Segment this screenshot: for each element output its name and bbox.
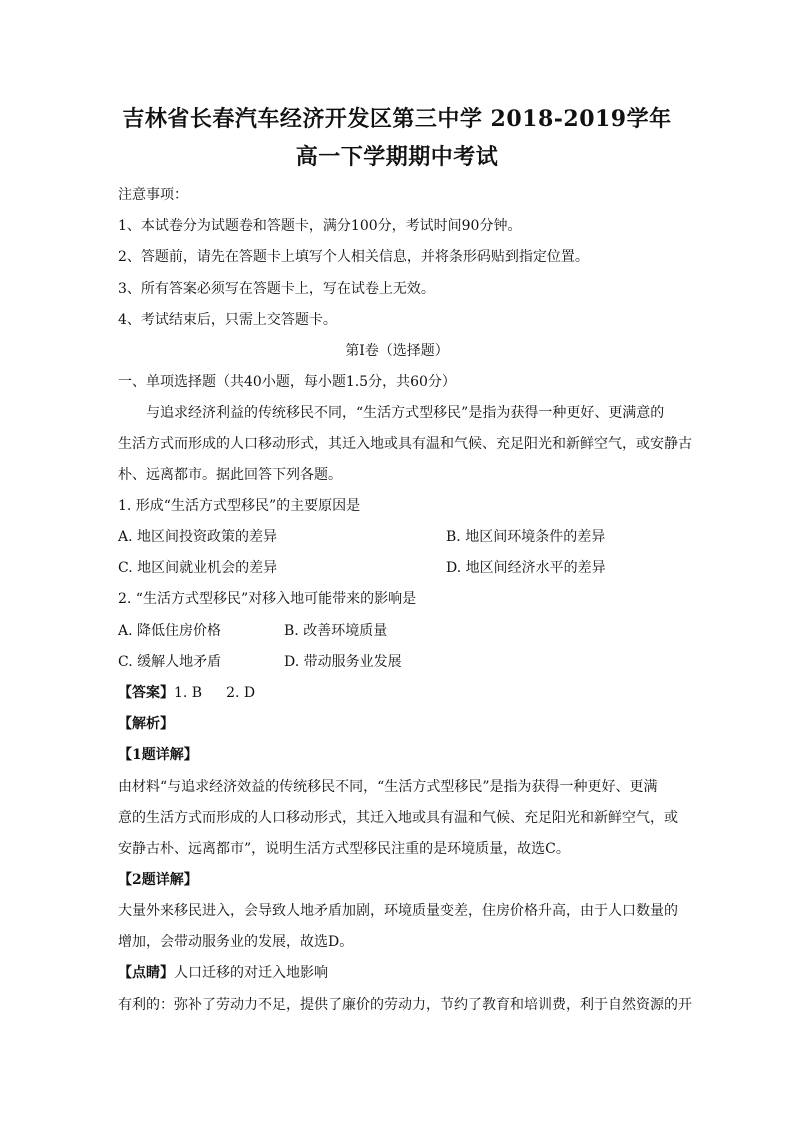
answer-line <box>118 686 676 700</box>
detail-1-line-1: 由材料“与追求经济效益的传统移民不同，“生活方式型移民”是指为获得一种更好、更满 <box>118 779 658 795</box>
key-point-line <box>118 966 676 980</box>
notice-item-2: 2、答题前，请先在答题卡上填写个人相关信息，并将条形码贴到指定位置。 <box>118 249 589 265</box>
question-2-option-c: C. 缓解人地矛盾 <box>118 654 222 670</box>
detail-2-line-1: 大量外来移民进入，会导致人地矛盾加剧，环境质量变差，住房价格升高，由于人口数量的 <box>118 903 678 919</box>
question-1-option-c: C. 地区间就业机会的差异 <box>118 560 278 576</box>
answer-2: 2. D <box>226 685 256 701</box>
title-line-2: 高一下学期期中考试 <box>295 144 499 170</box>
question-2-option-b: B. 改善环境质量 <box>284 623 388 639</box>
detail-1-label: 【1题详解】 <box>118 747 198 763</box>
section-part-heading: 一、单项选择题（共40小题，每小题1.5分，共60分） <box>118 374 456 390</box>
material-line-1: 与追求经济利益的传统移民不同，“生活方式型移民”是指为获得一种更好、更满意的 <box>146 405 665 421</box>
question-1-stem: 1. 形成“生活方式型移民”的主要原因是 <box>118 498 361 514</box>
question-2-option-d: D. 带动服务业发展 <box>284 654 402 670</box>
question-2-option-a: A. 降低住房价格 <box>118 623 222 639</box>
detail-1-line-2: 意的生活方式而形成的人口移动形式，其迁入地或具有温和气候、充足阳光和新鲜空气，或 <box>118 810 678 826</box>
key-point-text: 人口迁移的对迁入地影响 <box>174 965 328 981</box>
answer-label: 【答案】 <box>118 685 174 701</box>
impact-line: 有利的：弥补了劳动力不足，提供了廉价的劳动力，节约了教育和培训费，利于自然资源的开 <box>118 997 692 1013</box>
notice-item-3: 3、所有答案必须写在答题卡上，写在试卷上无效。 <box>118 281 435 297</box>
question-2-stem: 2. “生活方式型移民”对移入地可能带来的影响是 <box>118 591 417 607</box>
section-title: 第Ⅰ卷（选择题） <box>345 343 449 359</box>
notice-heading: 注意事项： <box>118 187 188 203</box>
analysis-label: 【解析】 <box>118 716 174 732</box>
question-1-option-a: A. 地区间投资政策的差异 <box>118 529 278 545</box>
detail-1-line-3: 安静古朴、远离都市”，说明生活方式型移民注重的是环境质量，故选C。 <box>118 841 570 857</box>
material-line-3: 朴、远离都市。据此回答下列各题。 <box>118 467 342 483</box>
title-line-1: 吉林省长春汽车经济开发区第三中学 2018-2019学年 <box>122 106 672 132</box>
key-point-label: 【点睛】 <box>118 965 174 981</box>
detail-2-line-2: 增加，会带动服务业的发展，故选D。 <box>118 934 354 950</box>
question-1-option-b: B. 地区间环境条件的差异 <box>446 529 606 545</box>
notice-item-1: 1、本试卷分为试题卷和答题卡，满分100分，考试时间90分钟。 <box>118 218 522 234</box>
question-1-option-d: D. 地区间经济水平的差异 <box>446 560 606 576</box>
notice-item-4: 4、考试结束后，只需上交答题卡。 <box>118 312 337 328</box>
detail-2-label: 【2题详解】 <box>118 872 198 888</box>
material-line-2: 生活方式而形成的人口移动形式，其迁入地或具有温和气候、充足阳光和新鲜空气，或安静古 <box>118 436 692 452</box>
answer-1: 1. B <box>174 685 203 701</box>
